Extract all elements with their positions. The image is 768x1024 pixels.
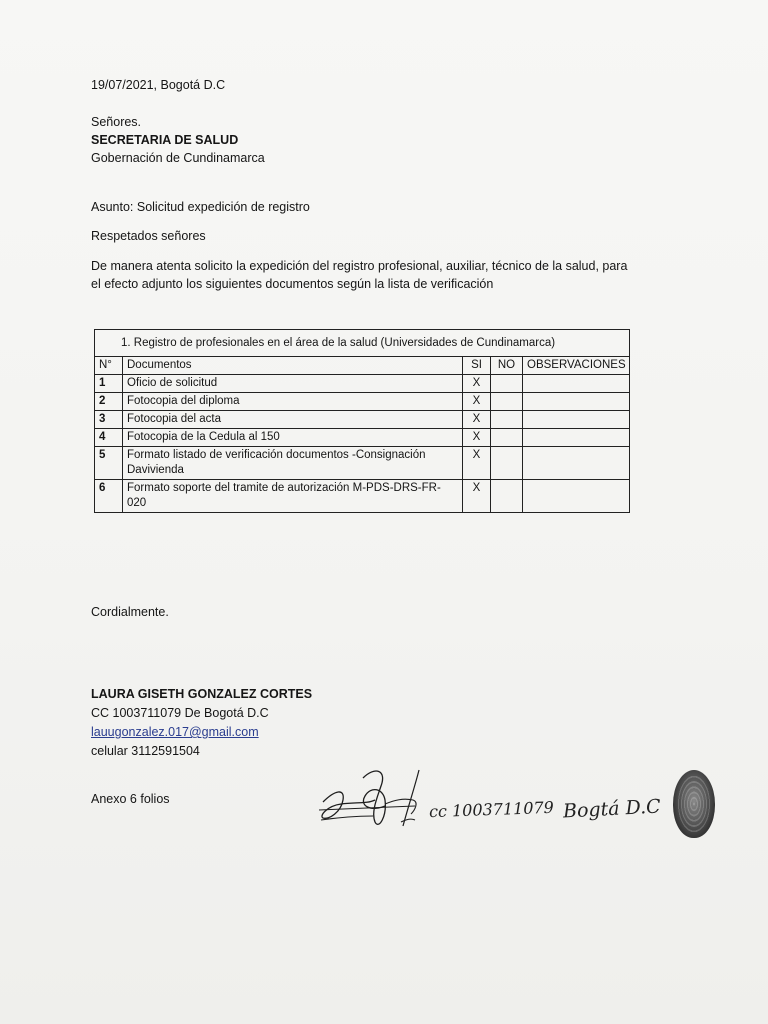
row-no (491, 480, 523, 513)
row-observations (523, 375, 630, 393)
table-row (95, 375, 630, 393)
row-observations (523, 429, 630, 447)
body-line-1: De manera atenta solicito la expedición del registro profesional, auxiliar, técnico de la salud, para (91, 259, 628, 273)
header-observaciones: OBSERVACIONES (523, 357, 630, 375)
verification-table (94, 329, 630, 513)
row-document: Oficio de solicitud (123, 375, 463, 393)
row-no (491, 375, 523, 393)
row-si: X (463, 375, 491, 393)
row-no (491, 393, 523, 411)
handwritten-signature (315, 760, 435, 840)
table-row (95, 480, 630, 513)
table-row (95, 447, 630, 480)
handwritten-cc: cc 1003711079 (428, 797, 555, 822)
table-title-row (95, 330, 630, 357)
row-observations (523, 480, 630, 513)
table-row (95, 411, 630, 429)
signer-email-link[interactable]: lauugonzalez.017@gmail.com (91, 725, 259, 739)
signature-area (315, 760, 735, 840)
row-number: 2 (95, 393, 123, 411)
salutation: Señores. (91, 115, 142, 129)
row-observations (523, 411, 630, 429)
handwritten-city: Bogtá D.C (562, 795, 662, 823)
subject-line: Asunto: Solicitud expedición de registro (91, 200, 310, 214)
date-place: 19/07/2021, Bogotá D.C (91, 78, 226, 92)
table-header-row (95, 357, 630, 375)
row-no (491, 447, 523, 480)
row-si: X (463, 447, 491, 480)
recipient-sub: Gobernación de Cundinamarca (91, 151, 265, 165)
header-documents: Documentos (123, 357, 463, 375)
greeting: Respetados señores (91, 229, 206, 243)
table-title: 1. Registro de profesionales en el área de la salud (Universidades de Cundinamarca) (95, 330, 630, 357)
header-si: SI (463, 357, 491, 375)
row-number: 4 (95, 429, 123, 447)
header-no: NO (491, 357, 523, 375)
body-line-2: el efecto adjunto los siguientes documentos según la lista de verificación (91, 277, 494, 291)
closing: Cordialmente. (91, 605, 169, 619)
annex-note: Anexo 6 folios (91, 792, 170, 806)
row-no (491, 411, 523, 429)
row-number: 5 (95, 447, 123, 480)
signer-phone: celular 3112591504 (91, 744, 200, 758)
row-document: Fotocopia del diploma (123, 393, 463, 411)
row-si: X (463, 429, 491, 447)
row-document: Formato listado de verificación documentos -Consignación Davivienda (123, 447, 463, 480)
fingerprint-mark (673, 770, 715, 838)
row-number: 3 (95, 411, 123, 429)
row-document: Formato soporte del tramite de autorización M-PDS-DRS-FR-020 (123, 480, 463, 513)
row-observations (523, 393, 630, 411)
row-document: Fotocopia del acta (123, 411, 463, 429)
row-si: X (463, 411, 491, 429)
row-si: X (463, 393, 491, 411)
row-si: X (463, 480, 491, 513)
row-no (491, 429, 523, 447)
row-number: 1 (95, 375, 123, 393)
row-number: 6 (95, 480, 123, 513)
row-document: Fotocopia de la Cedula al 150 (123, 429, 463, 447)
body-paragraph (91, 257, 651, 293)
row-observations (523, 447, 630, 480)
signer-id: CC 1003711079 De Bogotá D.C (91, 706, 269, 720)
recipient-org: SECRETARIA DE SALUD (91, 133, 239, 147)
signer-name: LAURA GISETH GONZALEZ CORTES (91, 687, 313, 701)
table-row (95, 429, 630, 447)
table-row (95, 393, 630, 411)
header-number: N° (95, 357, 123, 375)
